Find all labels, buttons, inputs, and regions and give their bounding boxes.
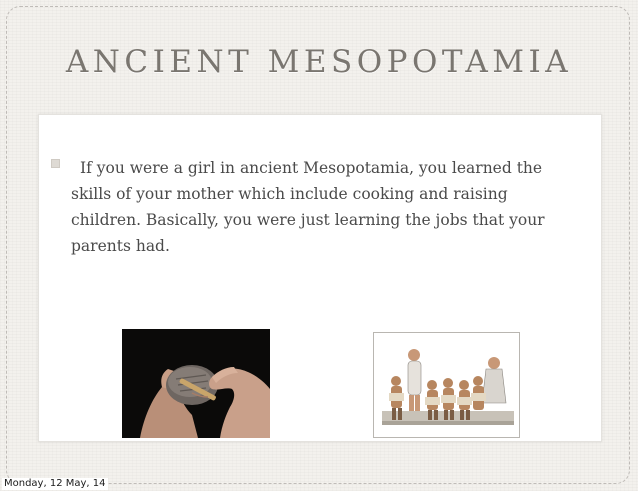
slide-title: ANCIENT MESOPOTAMIA [65, 44, 573, 80]
content-panel [38, 114, 602, 442]
teacher-students-drawing [374, 333, 519, 437]
slide-date-footer: Monday, 12 May, 14 [4, 478, 106, 489]
bullet-text: If you were a girl in ancient Mesopotamia, you learned the skills of your mother which include cooking and raising children. Basically, you were just learning the jobs that your parents had. [71, 159, 545, 255]
clay-tablet-photo [122, 329, 270, 438]
bullet-square-icon [51, 159, 60, 168]
clay-tablet-illustration [122, 329, 270, 438]
students-illustration [373, 332, 520, 438]
